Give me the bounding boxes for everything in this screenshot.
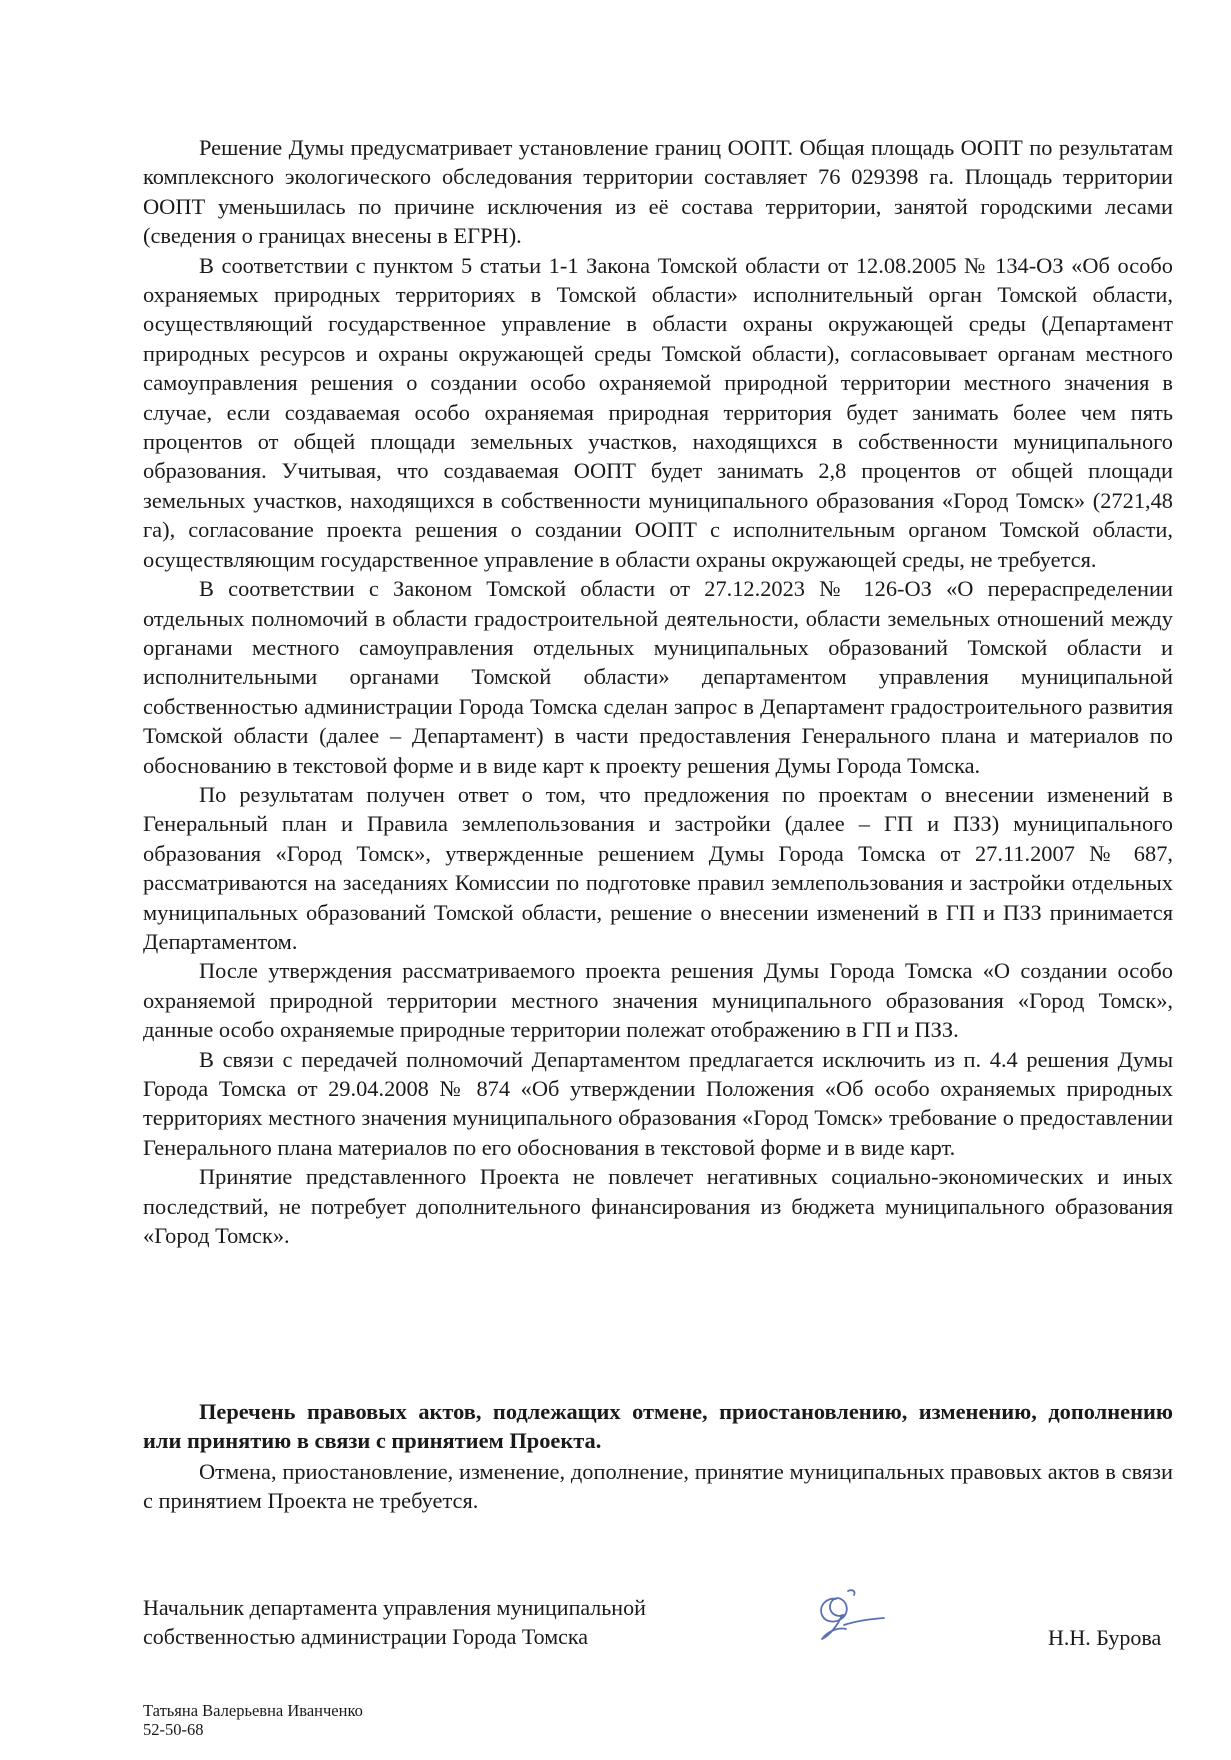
position-line-1: Начальник департамента управления муниципальной (143, 1595, 646, 1620)
signature-stroke (848, 1590, 855, 1595)
position-line-2: собственностью администрации Города Томска (143, 1624, 589, 1650)
executor-info (143, 1701, 363, 1739)
signatory-position (143, 1593, 743, 1652)
executor-name: Татьяна Валерьевна Иванченко (143, 1701, 363, 1720)
document-body (143, 133, 1173, 1250)
signature-stroke (821, 1598, 847, 1621)
paragraph-approval-law: В соответствии с пунктом 5 статьи 1-1 Закона Томской области от 12.08.2005 № 134-ОЗ «Об особо охраняемых природных территориях в Томской области» исполнительный орган Томской области, осуществляющий государственное управление в области охраны окружающей среды (Департамент природных ресурсов и охраны окружающей среды Томской области), согласовывает органам местного самоуправления решения о создании особо охраняемой природной территории местного значения в случае, если создаваемая особо охраняемая природная территория будет занимать более чем пять процентов от общей площади земельных участков, находящихся в собственности муниципального образования. Учитывая, что создаваемая ООПТ будет занимать 2,8 процентов от общей площади земельных участков, находящихся в собственности муниципального образования «Город Томск» (2721,48 га), согласование проекта решения о создании ООПТ с исполнительным органом Томской области, осуществляющим государственное управление в области охраны окружающей среды, не требуется. (143, 252, 1173, 572)
section-heading: Перечень правовых актов, подлежащих отмене, приостановлению, изменению, дополнению или принятию в связи с принятием Проекта. (143, 1399, 1173, 1454)
paragraph-exclusion: В связи с передачей полномочий Департаментом предлагается исключить из п. 4.4 решения Думы Города Томска от 29.04.2008 № 874 «Об утверждении Положения «Об особо охраняемых природных территориях местного значения муниципального образования «Город Томск» требование о предоставлении Генерального плана материалов по его обоснования в текстовой форме и в виде карт. (143, 1046, 1173, 1160)
section-body: Отмена, приостановление, изменение, дополнение, принятие муниципальных правовых актов в связи с принятием Проекта не требуется. (143, 1459, 1173, 1514)
paragraph-response: По результатам получен ответ о том, что предложения по проектам о внесении изменений в Генеральный план и Правила землепользования и застройки (далее – ГП и ПЗЗ) муниципального образования «Город Томск», утвержденные решением Думы Города Томска от 27.11.2007 № 687, рассматриваются на заседаниях Комиссии по подготовке правил землепользования и застройки отдельных муниципальных образований Томской области, решение о внесении изменений в ГП и ПЗЗ принимается Департаментом. (143, 781, 1173, 954)
handwritten-signature (808, 1585, 888, 1645)
paragraph-consequences: Принятие представленного Проекта не повлечет негативных социально-экономических и иных последствий, не потребует дополнительного финансирования из бюджета муниципального образования «Город Томск». (143, 1164, 1173, 1249)
executor-phone: 52-50-68 (143, 1720, 204, 1739)
paragraph-redistribution-law: В соответствии с Законом Томской области от 27.12.2023 № 126-ОЗ «О перераспределении отдельных полномочий в области градостроительной деятельности, области земельных отношений между органами местного самоуправления отдельных муниципальных образований Томской области и исполнительными органами Томской области» департаментом управления муниципальной собственностью администрации Города Томска сделан запрос в Департамент градостроительного развития Томской области (далее – Департамент) в части предоставления Генерального плана и материалов по обоснованию в текстовой форме и в виде карт к проекту решения Думы Города Томска. (143, 576, 1173, 778)
paragraph-ooopt-boundaries: Решение Думы предусматривает установление границ ООПТ. Общая площадь ООПТ по результатам комплексного экологического обследования территории составляет 76 029398 га. Площадь территории ООПТ уменьшилась по причине исключения из её состава территории, занятой городскими лесами (сведения о границах внесены в ЕГРН). (143, 135, 1173, 249)
signature-stroke (844, 1618, 884, 1625)
signatory-name: Н.Н. Бурова (1048, 1625, 1162, 1650)
paragraph-after-approval: После утверждения рассматриваемого проекта решения Думы Города Томска «О создании особо охраняемой природной территории местного значения муниципального образования «Город Томск», данные особо охраняемые природные территории полежат отображению в ГП и ПЗЗ. (143, 958, 1173, 1043)
